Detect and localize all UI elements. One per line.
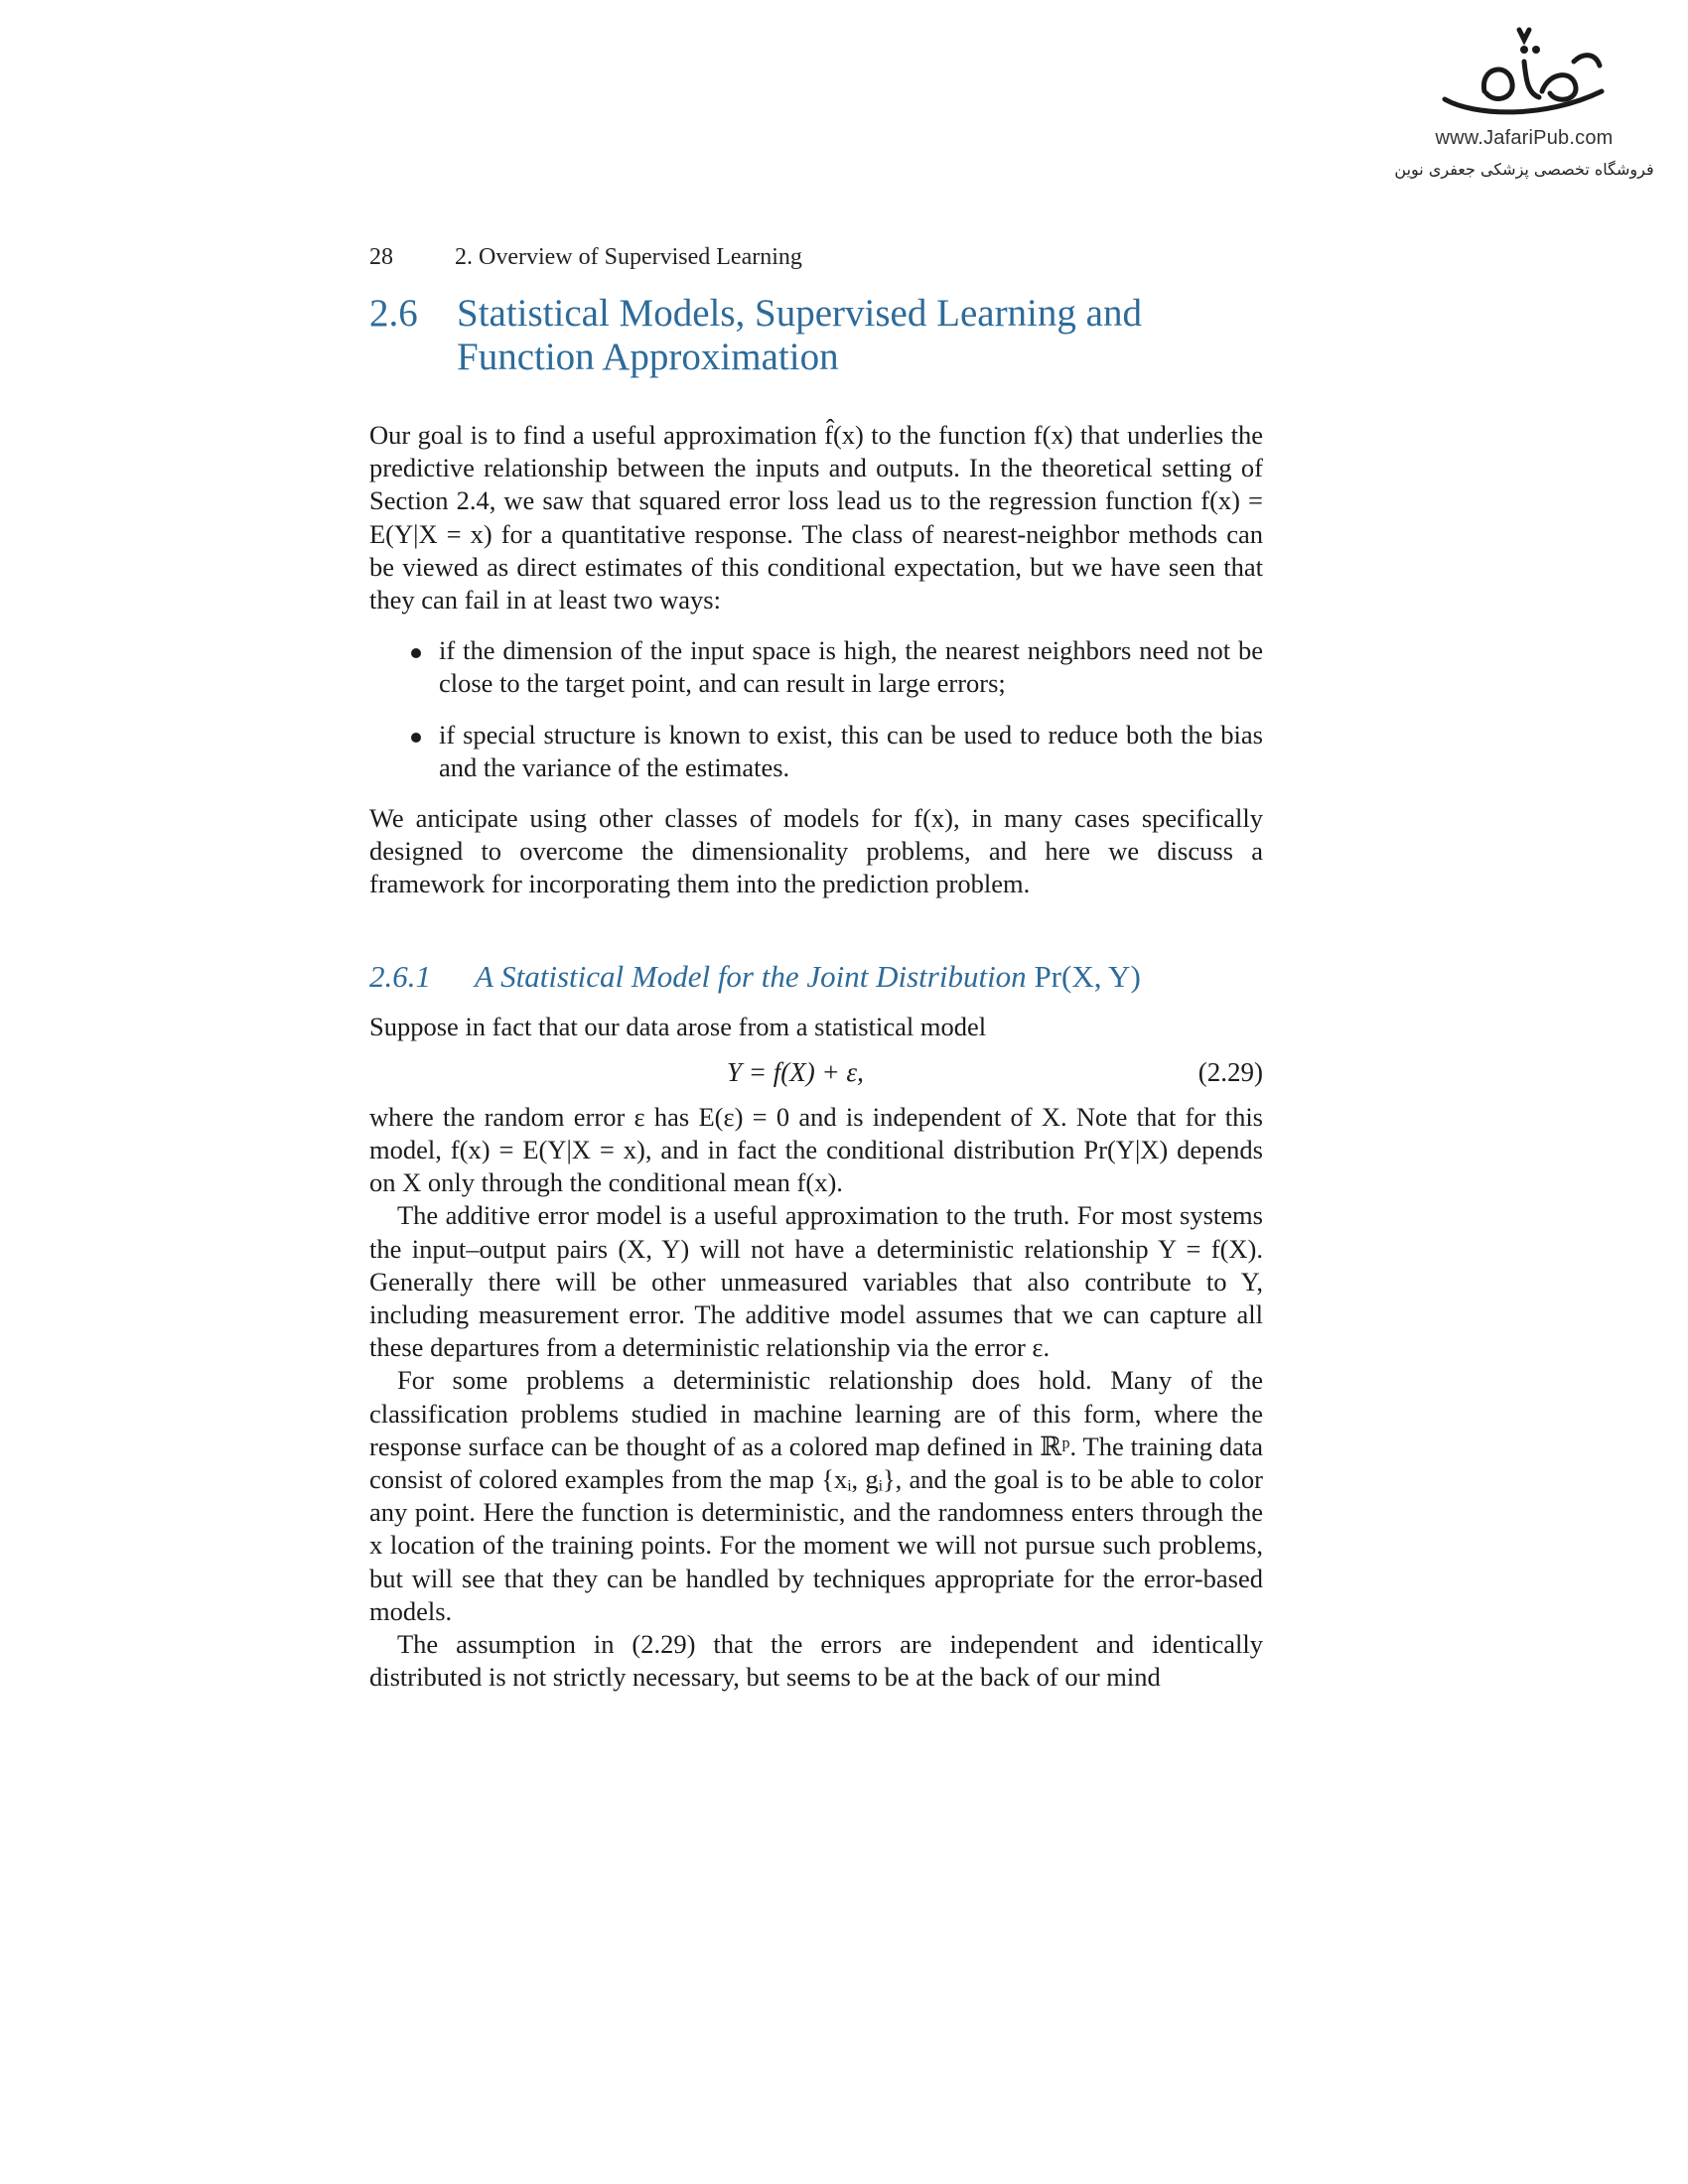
body-paragraph: For some problems a deterministic relationship does hold. Many of the classification problems studied in machine learning are of this form, where the response surface can be thought of as a colored map defined in ℝᵖ. The training data consist of colored examples from the map {xᵢ, gᵢ}, and the goal is to be able to color any point. Here the function is deterministic, and the randomness enters through the x location of the training points. For the moment we will not pursue such problems, but will see that they can be handled by techniques appropriate for the error-based models. [369, 1365, 1263, 1626]
bullet-icon [411, 733, 421, 743]
body-paragraph: The additive error model is a useful approximation to the truth. For most systems the input–output pairs (X, Y) will not have a deterministic relationship Y = f(X). Generally there will be other unmeasured variables that also contribute to Y, including measurement error. The additive model assumes that we can capture all these departures from a deterministic relationship via the error ε. [369, 1200, 1263, 1363]
list-item [369, 719, 1263, 784]
logo-url[interactable]: www.JafariPub.com [1435, 127, 1614, 149]
section-number: 2.6 [369, 292, 418, 335]
chapter-title: 2. Overview of Supervised Learning [455, 244, 802, 270]
publisher-logo[interactable] [1380, 22, 1668, 191]
subsection-title: A Statistical Model for the Joint Distribution [475, 958, 1027, 994]
equation-block [369, 1043, 1263, 1101]
subsection-heading [369, 957, 1263, 997]
list-item [369, 634, 1263, 700]
bullet-list [369, 634, 1263, 784]
running-header [369, 240, 1263, 274]
body-paragraph: The assumption in (2.29) that the errors are independent and identically distributed is not strictly necessary, but seems to be at the back of our mind [369, 1629, 1263, 1693]
page-content [369, 240, 1263, 1695]
bullet-text: if special structure is known to exist, this can be used to reduce both the bias and the variance of the estimates. [439, 719, 1263, 782]
section-title: Statistical Models, Supervised Learning and Function Approximation [457, 292, 1142, 378]
bullet-icon [411, 648, 421, 658]
subsection-title-math: Pr(X, Y) [1034, 958, 1141, 994]
equation: Y = f(X) + ε, [727, 1056, 864, 1087]
intro-paragraph: Our goal is to find a useful approximation f̂(x) to the function f(x) that underlies the predictive relationship between the inputs and outputs. In the theoretical setting of Section 2.4, we saw that squared error loss lead us to the regression function f(x) = E(Y|X = x) for a quantitative response. The class of nearest-neighbor methods can be viewed as direct estimates of this conditional expectation, but we have seen that they can fail in at least two ways: [369, 420, 1263, 615]
closing-paragraph: We anticipate using other classes of models for f(x), in many cases specifically designed to overcome the dimensionality problems, and here we discuss a framework for incorporating them into the prediction problem. [369, 803, 1263, 899]
equation-number: (2.29) [1197, 1056, 1263, 1087]
section-heading [369, 292, 1263, 379]
subsection-number: 2.6.1 [369, 958, 431, 994]
logo-shop-name: فروشگاه تخصصی پزشکی جعفری نوین [1394, 160, 1654, 179]
page-number: 28 [369, 244, 393, 270]
calligraphy-logo-icon [1425, 22, 1623, 131]
lead-paragraph: Suppose in fact that our data arose from a statistical model [369, 1011, 987, 1041]
body-paragraph: where the random error ε has E(ε) = 0 and is independent of X. Note that for this model, f(x) = E(Y|X = x), and in fact the conditional distribution Pr(Y|X) depends on X only through the conditional mean f(x). [369, 1101, 1263, 1198]
bullet-text: if the dimension of the input space is high, the nearest neighbors need not be close to the target point, and can result in large errors; [439, 635, 1263, 699]
